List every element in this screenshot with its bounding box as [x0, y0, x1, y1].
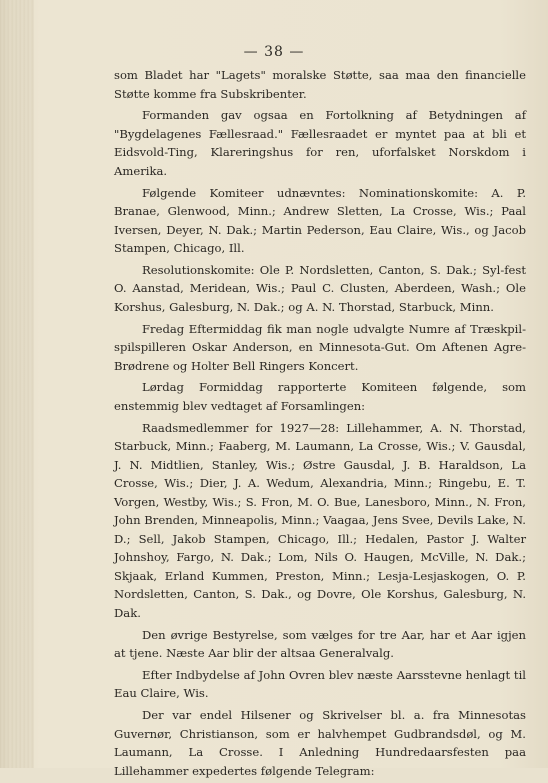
paragraph-7: Raadsmedlemmer for 1927—28: Lillehammer, A. N. Thorstad, Starbuck, Minn.; Faaberg, M. Laumann, La Crosse, Wis.; V. Gausdal, J. N. Midtlien, Stanley, Wis.; Østre Gausdal, J. B. Haraldson, La Crosse, Wis.; Dier, J. A. Wedum, Alexandria, Minn.; Ringebu, E. T. Vorgen, Westby, Wis.; S. Fron, M. O. Bue, Lanesboro, Minn., N. Fron, John Brenden, Minneapolis, Minn.; Vaagaa, Jens Svee, Devils Lake, N. D.; Sell, Jakob Stampen, Chicago, Ill.; Hedalen, Pastor J. Walter Johnshoy, Fargo, N. Dak.; Lom, Nils O. Haugen, McVille, N. Dak.; Skjaak, Erland Kummen, Preston, Minn.; Lesja-Lesjaskogen, O. P. Nordsletten, Canton, S. Dak., og Dovre, Ole Korshus, Galesburg, N. Dak.: [114, 420, 526, 620]
paragraph-9: Efter Indbydelse af John Ovren blev næste Aarsstevne henlagt til Eau Claire, Wis.: [114, 667, 526, 701]
binding-edge: [0, 0, 34, 768]
paragraph-1: som Bladet har "Lagets" moralske Støtte, saa maa den financielle Støtte komme fra Subskribenter.: [114, 68, 526, 101]
paragraph-6: Lørdag Formiddag rapporterte Komiteen følgende, som enstemmig blev vedtaget af Forsamlingen:: [114, 380, 526, 413]
body-text: [114, 66, 526, 783]
paragraph-4: Resolutionskomite: Ole P. Nordsletten, Canton, S. Dak.; Syl-fest O. Aanstad, Meridean, Wis.; Paul C. Clusten, Aberdeen, Wash.; Ole Korshus, Galesburg, N. Dak.; og A. N. Thorstad, Starbuck, Minn.: [114, 262, 526, 314]
paragraph-8: Den øvrige Bestyrelse, som vælges for tre Aar, har et Aar igjen at tjene. Næste Aar blir der altsaa Generalvalg.: [114, 627, 526, 661]
paragraph-3: Følgende Komiteer udnævntes: Nominationskomite: A. P. Branae, Glenwood, Minn.; Andrew Sletten, La Crosse, Wis.; Paal Iversen, Deyer, N. Dak.; Martin Pederson, Eau Claire, Wis., og Jacob Stampen, Chicago, Ill.: [114, 185, 526, 256]
paragraph-2: Formanden gav ogsaa en Fortolkning af Betydningen af "Bygdelagenes Fællesraad." Fællesraadet er myntet paa at bli et Eidsvold-Ting, Klareringshus for ren, uforfalsket Norskdom i Amerika.: [114, 108, 526, 178]
paragraph-5: Fredag Eftermiddag fik man nogle udvalgte Numre af Træskpil-spilspilleren Oskar Anderson, en Minnesota-Gut. Om Aftenen Agre-Brødrene og Holter Bell Ringers Koncert.: [114, 321, 526, 373]
page-number: — 38 —: [243, 44, 305, 60]
paragraph-10: Der var endel Hilsener og Skrivelser bl. a. fra Minnesotas Guvernør, Christianson, som er halvhempet Gudbrandsdøl, og M. Laumann, La Crosse. I Anledning Hundredaarsfesten paa Lillehammer expedertes følgende Telegram:: [114, 708, 526, 778]
